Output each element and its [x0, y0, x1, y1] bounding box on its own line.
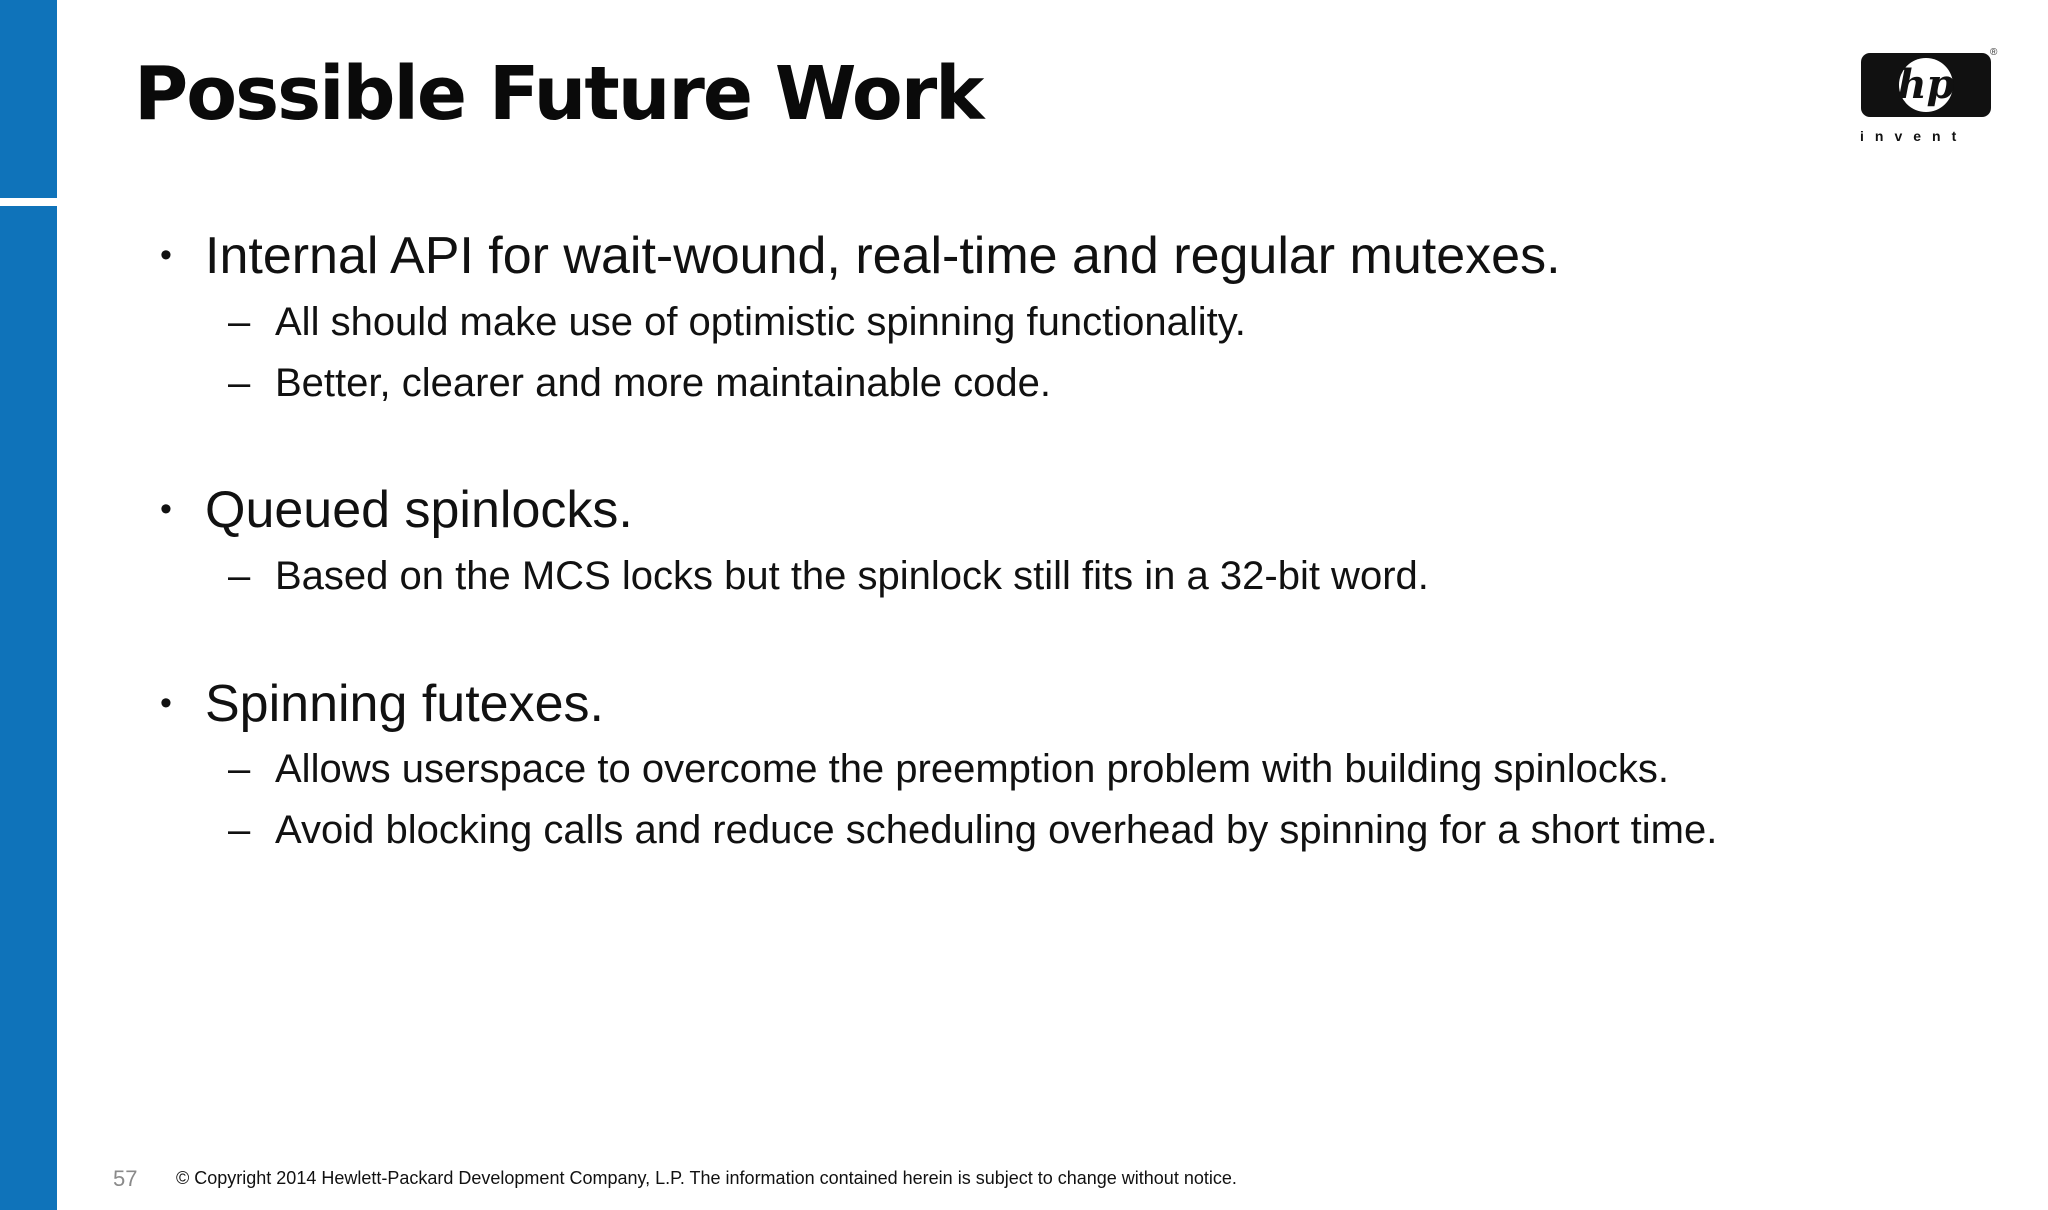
slide-title: Possible Future Work [134, 51, 983, 137]
sub-bullet-marker: – [228, 808, 251, 852]
sub-bullet-item [228, 808, 1717, 852]
bullet-text: Internal API for wait-wound, real-time and regular mutexes. [205, 227, 1561, 285]
page-number: 57 [113, 1166, 138, 1191]
sub-bullet-item [228, 747, 1669, 791]
copyright-notice: © Copyright 2014 Hewlett-Packard Development Company, L.P. The information contained herein is subject to change without notice. [176, 1168, 1237, 1188]
side-accent-bar-bottom [0, 206, 57, 1210]
side-accent-bar-top [0, 0, 57, 198]
logo-tagline: invent [1860, 128, 1968, 144]
sub-bullet-text: Avoid blocking calls and reduce scheduling overhead by spinning for a short time. [275, 808, 1718, 852]
sub-bullet-marker: – [228, 361, 251, 405]
sub-bullet-text: Better, clearer and more maintainable code. [275, 361, 1051, 405]
sub-bullet-item [228, 361, 1051, 405]
bullet-marker: • [160, 683, 172, 722]
logo-mark: hp [1897, 61, 1955, 108]
bullet-item [160, 676, 604, 733]
sub-bullet-text: Allows userspace to overcome the preemption problem with building spinlocks. [275, 747, 1670, 791]
sub-bullet-text: Based on the MCS locks but the spinlock still fits in a 32-bit word. [275, 554, 1429, 598]
sub-bullet-marker: – [228, 300, 251, 344]
bullet-item [160, 228, 1561, 285]
bullet-item [160, 482, 633, 539]
bullet-marker: • [160, 235, 172, 274]
registered-mark: ® [1990, 47, 1998, 58]
sub-bullet-item [228, 300, 1246, 344]
bullet-marker: • [160, 489, 172, 528]
sub-bullet-item [228, 554, 1429, 598]
sub-bullet-marker: – [228, 747, 251, 791]
bullet-text: Queued spinlocks. [205, 481, 633, 539]
bullet-text: Spinning futexes. [205, 675, 604, 733]
sub-bullet-text: All should make use of optimistic spinning functionality. [275, 300, 1246, 344]
sub-bullet-marker: – [228, 554, 251, 598]
